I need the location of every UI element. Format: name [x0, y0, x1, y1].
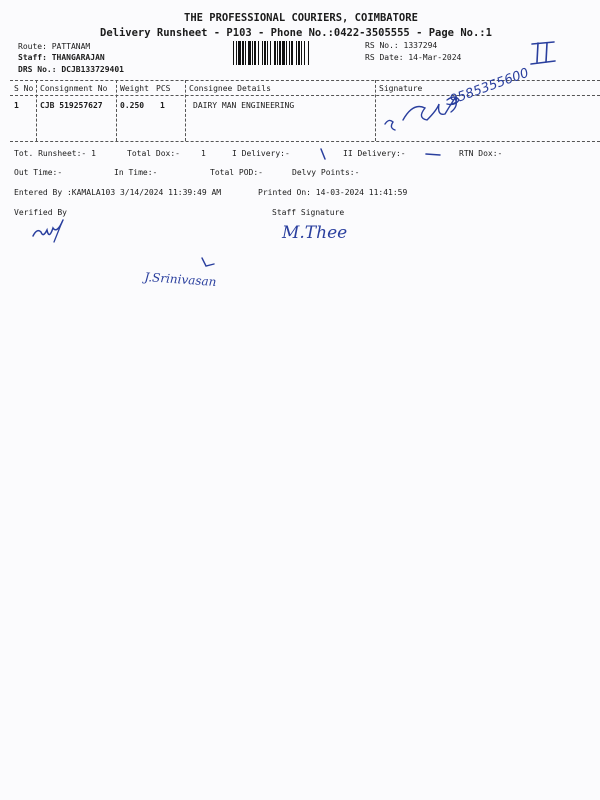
staff-label: Staff: THANGARAJAN [18, 53, 105, 62]
rs-date: RS Date: 14-Mar-2024 [365, 53, 462, 62]
printed-on: Printed On: 14-03-2024 11:41:59 [258, 188, 408, 197]
in-time: In Time:- [114, 168, 158, 177]
i-delivery-mark [318, 147, 328, 161]
col-divider [36, 80, 37, 141]
header-sno: S No [14, 84, 34, 93]
out-time: Out Time:- [14, 168, 63, 177]
handwritten-name-sign: J.Srinivasan [144, 270, 217, 289]
verified-by-signature [30, 218, 70, 246]
col-divider [116, 80, 117, 141]
staff-signature-label: Staff Signature [272, 208, 345, 217]
total-dox-label: Total Dox:- [127, 149, 180, 158]
name-sign-mark [196, 256, 218, 270]
handwritten-roman-numeral [528, 38, 558, 68]
total-pod: Total POD:- [210, 168, 263, 177]
header-signature: Signature [379, 84, 423, 93]
handwritten-phone: 9585355600 [448, 65, 531, 109]
i-delivery: I Delivery:- [232, 149, 290, 158]
rs-number: RS No.: 1337294 [365, 41, 438, 50]
row-sno: 1 [14, 101, 19, 110]
runsheet-title: Delivery Runsheet - P103 - Phone No.:0422-3505555 - Page No.:1 [100, 27, 492, 39]
ii-delivery: II Delivery:- [343, 149, 406, 158]
row-consignee: DAIRY MAN ENGINEERING [193, 101, 295, 110]
ii-delivery-mark [424, 150, 442, 158]
delvy-points: Delvy Points:- [292, 168, 360, 177]
row-consignment: CJB 519257627 [40, 101, 103, 110]
col-divider [185, 80, 186, 141]
verified-by-label: Verified By [14, 208, 67, 217]
handwritten-staff-sign: M.Thee [282, 223, 348, 243]
total-dox-value: 1 [201, 149, 206, 158]
barcode [233, 41, 359, 65]
header-pcs: PCS [156, 84, 171, 93]
tot-runsheet: Tot. Runsheet:- 1 [14, 149, 96, 158]
company-title: THE PROFESSIONAL COURIERS, COIMBATORE [184, 12, 418, 24]
route-label: Route: PATTANAM [18, 42, 91, 51]
rtn-dox: RTN Dox:- [459, 149, 503, 158]
header-consignment: Consignment No [40, 84, 108, 93]
header-consignee: Consignee Details [189, 84, 271, 93]
table-header-rule [10, 95, 600, 96]
table-bottom-rule [10, 141, 600, 142]
header-weight: Weight [120, 84, 149, 93]
entered-by: Entered By :KAMALA103 3/14/2024 11:39:49 AM [14, 188, 222, 197]
drs-number: DRS No.: DCJB133729401 [18, 65, 124, 74]
row-weight: 0.250 [120, 101, 145, 110]
row-pcs: 1 [160, 101, 165, 110]
